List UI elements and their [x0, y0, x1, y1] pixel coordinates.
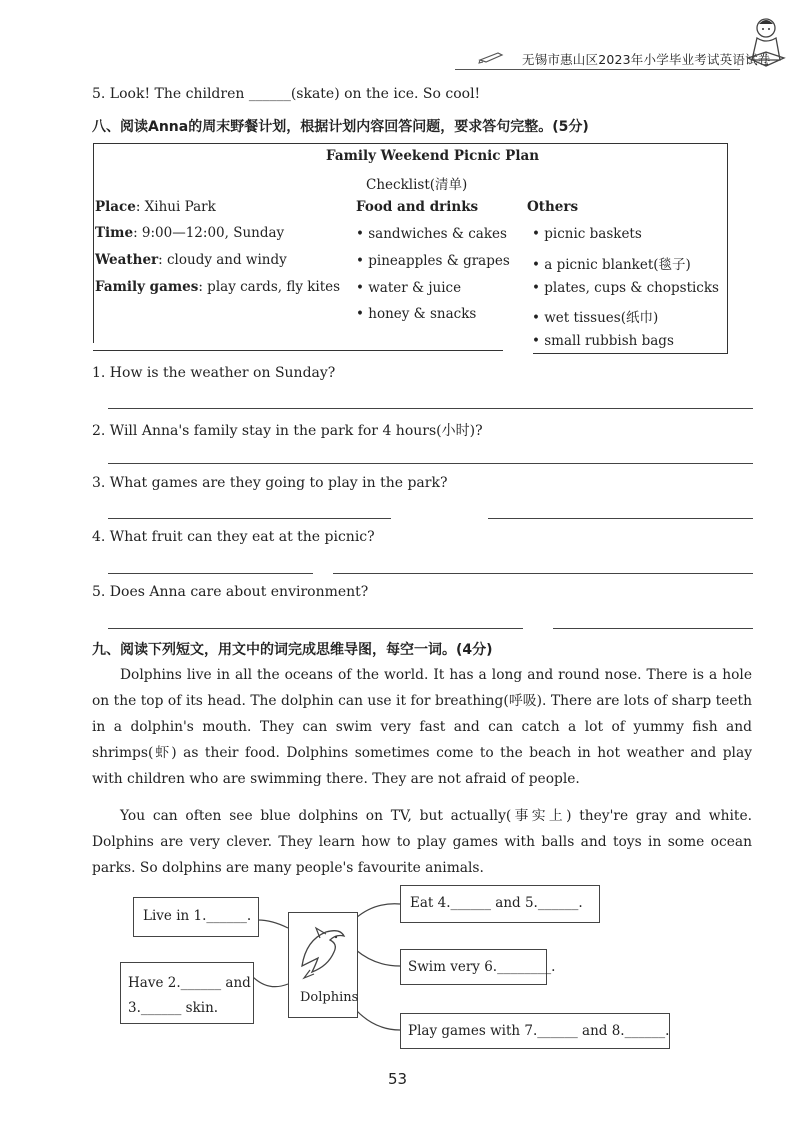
question-5: 5. Does Anna care about environment? [92, 584, 369, 600]
others-item: • small rubbish bags [532, 333, 674, 349]
table-subtitle: Checklist(清单) [366, 177, 468, 193]
question-3: 3. What games are they going to play in the park? [92, 475, 448, 491]
prev-question-5: 5. Look! The children ______(skate) on the ice. So cool! [92, 86, 481, 102]
page-number: 53 [388, 1070, 408, 1088]
dolphin-icon [296, 922, 348, 980]
answer-line[interactable] [108, 408, 753, 409]
time-value: : 9:00—12:00, Sunday [133, 225, 285, 241]
mindmap-center-label: Dolphins [300, 990, 359, 1005]
table-weather [95, 252, 287, 268]
games-label: Family games [95, 279, 199, 295]
answer-line[interactable] [333, 573, 753, 574]
food-header: Food and drinks [356, 199, 479, 215]
answer-line[interactable] [108, 628, 523, 629]
others-item: • picnic baskets [532, 226, 642, 242]
passage-paragraph-1: Dolphins live in all the oceans of the world. It has a long and round nose. There is a hole on the top of its head. The dolphin can use it for breathing(呼吸). There are lots of sharp teeth in a dolphin's mouth. They can swim very fast and can catch a lot of yummy fish and shrimps(虾) as their food. Dolphins sometimes come to the beach in hot weather and play with children who are swimming there. They are not afraid of people. [92, 667, 752, 787]
weather-value: : cloudy and windy [158, 252, 287, 268]
mindmap-box-appearance-line1: Have 2.______ and [128, 975, 251, 991]
others-item: • a picnic blanket(毯子) [532, 257, 691, 273]
others-item: • plates, cups & chopsticks [532, 280, 719, 296]
mindmap-box-food-text: Eat 4.______ and 5.______. [410, 895, 583, 911]
food-item: • honey & snacks [356, 306, 477, 322]
question-1: 1. How is the weather on Sunday? [92, 365, 336, 381]
question-4: 4. What fruit can they eat at the picnic? [92, 529, 375, 545]
food-item: • pineapples & grapes [356, 253, 510, 269]
passage-paragraph-2: You can often see blue dolphins on TV, but actually(事实上) they're gray and white. Dolphins are very clever. They learn how to play games with balls and toys in some ocean parks. So dolphins are many people's favourite animals. [92, 808, 752, 876]
question-2: 2. Will Anna's family stay in the park for 4 hours(小时)? [92, 423, 483, 439]
mindmap-box-games-text: Play games with 7.______ and 8.______. [408, 1023, 670, 1039]
header-title: 无锡市惠山区2023年小学毕业考试英语试卷 [522, 52, 771, 67]
table-title: Family Weekend Picnic Plan [326, 148, 540, 164]
student-reading-illustration [742, 14, 790, 76]
food-item: • water & juice [356, 280, 462, 296]
games-value: : play cards, fly kites [198, 279, 341, 295]
pen-icon [478, 50, 504, 64]
answer-line[interactable] [108, 463, 753, 464]
food-item: • sandwiches & cakes [356, 226, 507, 242]
table-border-left [93, 143, 94, 343]
answer-line[interactable] [553, 628, 753, 629]
others-item: • wet tissues(纸巾) [532, 310, 659, 326]
weather-label: Weather [95, 252, 159, 268]
mindmap-box-ability-text: Swim very 6.________. [408, 959, 556, 975]
time-label: Time [95, 225, 134, 241]
table-border-right [727, 143, 728, 353]
mindmap-box-appearance-line2: 3.______ skin. [128, 1000, 219, 1016]
others-header: Others [527, 199, 579, 215]
answer-line[interactable] [488, 518, 753, 519]
table-border-top [93, 143, 728, 144]
answer-line[interactable] [108, 573, 313, 574]
table-border-bottom-left [93, 350, 503, 351]
table-border-bottom-right [533, 353, 728, 354]
answer-line[interactable] [108, 518, 391, 519]
section8-heading: 八、阅读Anna的周末野餐计划，根据计划内容回答问题，要求答句完整。(5分) [92, 119, 589, 135]
table-place [95, 199, 216, 215]
section9-heading: 九、阅读下列短文，用文中的词完成思维导图，每空一词。(4分) [92, 642, 493, 658]
table-time [95, 225, 284, 241]
header-rule [455, 69, 740, 70]
place-label: Place [95, 199, 136, 215]
place-value: : Xihui Park [135, 199, 216, 215]
table-games [95, 279, 340, 295]
mindmap-box-habitat-text: Live in 1.______. [143, 908, 252, 924]
